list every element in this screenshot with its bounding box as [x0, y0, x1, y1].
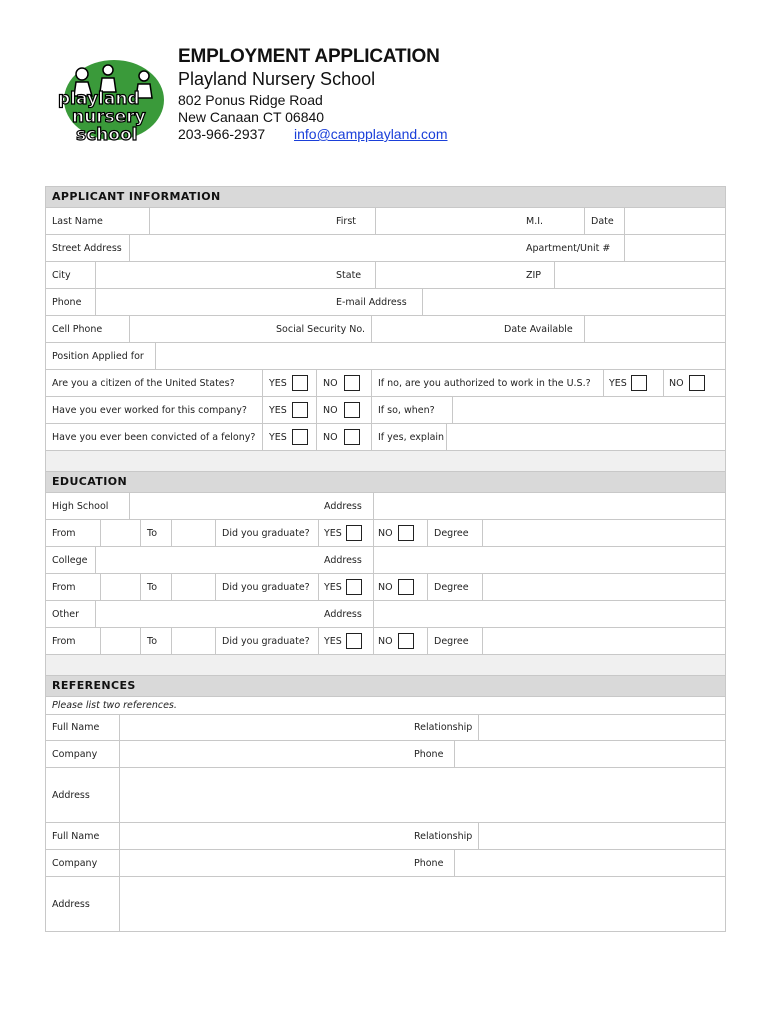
label-felony-question: Have you ever been convicted of a felony?: [52, 431, 256, 443]
label-college: College: [52, 554, 88, 566]
logo-text-school: school: [76, 125, 138, 145]
authorized-no-checkbox[interactable]: [689, 375, 705, 391]
college-field[interactable]: [95, 547, 318, 573]
references-note: Please list two references.: [52, 700, 177, 711]
section-title: REFERENCES: [52, 679, 136, 692]
row-reference-1-company: [46, 741, 725, 768]
high-school-address-field[interactable]: [373, 493, 725, 519]
city-field[interactable]: [95, 262, 332, 288]
divider: [262, 424, 263, 450]
address-line-1: 802 Ponus Ridge Road: [178, 92, 323, 108]
high-school-graduated-no-checkbox[interactable]: [398, 525, 414, 541]
label-did-you-graduate: Did you graduate?: [222, 527, 310, 539]
label-yes: YES: [269, 404, 287, 416]
divider: [373, 574, 374, 600]
divider: [371, 424, 372, 450]
label-zip: ZIP: [526, 269, 542, 281]
row-phone: [46, 289, 725, 316]
other-from-field[interactable]: [100, 628, 140, 654]
label-yes: YES: [269, 377, 287, 389]
row-college-dates: [46, 574, 725, 601]
label-relationship: Relationship: [414, 722, 473, 733]
reference-2-relationship-field[interactable]: [478, 823, 725, 849]
felony-no-checkbox[interactable]: [344, 429, 360, 445]
row-college: [46, 547, 725, 574]
section-applicant-information: [46, 187, 725, 208]
row-reference-2-address: [46, 877, 725, 932]
row-cell-phone: [46, 316, 725, 343]
other-graduated-no-checkbox[interactable]: [398, 633, 414, 649]
row-high-school-dates: [46, 520, 725, 547]
label-email-address: E-mail Address: [336, 296, 407, 308]
label-no: NO: [378, 581, 393, 593]
mi-field-divider: [584, 208, 585, 234]
reference-2-company-field[interactable]: [119, 850, 408, 876]
label-to: To: [147, 635, 158, 647]
citizen-yes-checkbox[interactable]: [292, 375, 308, 391]
worked-no-checkbox[interactable]: [344, 402, 360, 418]
label-ssn: Social Security No.: [276, 323, 365, 335]
row-citizen: [46, 370, 725, 397]
divider: [316, 397, 317, 423]
label-full-name: Full Name: [52, 830, 100, 842]
label-if-so-when: If so, when?: [378, 404, 435, 416]
high-school-to-field[interactable]: [171, 520, 215, 546]
college-graduated-no-checkbox[interactable]: [398, 579, 414, 595]
reference-1-address-field[interactable]: [119, 768, 725, 822]
high-school-from-field[interactable]: [100, 520, 140, 546]
label-yes: YES: [609, 377, 627, 389]
felony-explain-field[interactable]: [446, 424, 725, 450]
row-other: [46, 601, 725, 628]
label-city: City: [52, 269, 71, 281]
reference-1-name-field[interactable]: [119, 715, 408, 740]
divider: [371, 397, 372, 423]
worked-when-field[interactable]: [452, 397, 725, 423]
section-education: [46, 472, 725, 493]
label-full-name: Full Name: [52, 722, 100, 733]
label-address: Address: [52, 898, 90, 910]
logo-text-playland: playland: [58, 89, 140, 109]
label-no: NO: [378, 527, 393, 539]
last-name-field[interactable]: [149, 208, 332, 234]
reference-2-name-field[interactable]: [119, 823, 408, 849]
other-to-field[interactable]: [171, 628, 215, 654]
divider: [427, 628, 428, 654]
row-position: [46, 343, 725, 370]
college-degree-field[interactable]: [482, 574, 725, 600]
label-phone: Phone: [52, 296, 82, 308]
label-no: NO: [323, 377, 338, 389]
other-degree-field[interactable]: [482, 628, 725, 654]
position-applied-field[interactable]: [155, 343, 725, 369]
authorized-yes-checkbox[interactable]: [631, 375, 647, 391]
row-other-dates: [46, 628, 725, 655]
divider: [316, 370, 317, 396]
felony-yes-checkbox[interactable]: [292, 429, 308, 445]
divider: [215, 574, 216, 600]
divider: [318, 628, 319, 654]
reference-1-company-field[interactable]: [119, 741, 408, 767]
divider: [663, 370, 664, 396]
section-references: [46, 676, 725, 697]
high-school-field[interactable]: [129, 493, 318, 519]
label-mi: M.I.: [526, 215, 544, 227]
row-worked-here: [46, 397, 725, 424]
high-school-graduated-yes-checkbox[interactable]: [346, 525, 362, 541]
label-address: Address: [324, 554, 362, 566]
divider: [215, 520, 216, 546]
date-available-field[interactable]: [584, 316, 725, 342]
reference-1-relationship-field[interactable]: [478, 715, 725, 740]
label-to: To: [147, 581, 158, 593]
label-worked-question: Have you ever worked for this company?: [52, 404, 247, 416]
label-phone: Phone: [414, 748, 444, 760]
cell-phone-field[interactable]: [129, 316, 272, 342]
divider: [318, 574, 319, 600]
row-street: [46, 235, 725, 262]
label-degree: Degree: [434, 527, 469, 539]
label-first: First: [336, 215, 356, 227]
high-school-degree-field[interactable]: [482, 520, 725, 546]
divider: [140, 520, 141, 546]
row-felony: [46, 424, 725, 451]
label-if-yes-explain: If yes, explain: [378, 431, 445, 443]
label-address: Address: [52, 789, 90, 801]
label-from: From: [52, 527, 76, 539]
reference-2-phone-field[interactable]: [454, 850, 725, 876]
label-yes: YES: [324, 635, 342, 647]
label-phone: Phone: [414, 857, 444, 869]
other-school-address-field[interactable]: [373, 601, 725, 627]
school-email-link[interactable]: info@campplayland.com: [294, 126, 448, 142]
label-apartment-unit: Apartment/Unit #: [526, 242, 611, 254]
divider: [603, 370, 604, 396]
school-logo: [52, 56, 168, 146]
reference-2-address-field[interactable]: [119, 877, 725, 931]
row-reference-1-name: [46, 714, 725, 741]
other-graduated-yes-checkbox[interactable]: [346, 633, 362, 649]
label-yes: YES: [324, 527, 342, 539]
row-high-school: [46, 493, 725, 520]
citizen-no-checkbox[interactable]: [344, 375, 360, 391]
label-address: Address: [324, 500, 362, 512]
other-school-field[interactable]: [95, 601, 318, 627]
label-degree: Degree: [434, 635, 469, 647]
row-reference-2-company: [46, 850, 725, 877]
divider: [140, 628, 141, 654]
divider: [262, 370, 263, 396]
state-field[interactable]: [375, 262, 520, 288]
label-to: To: [147, 527, 158, 539]
label-no: NO: [669, 377, 684, 389]
divider: [318, 520, 319, 546]
label-street-address: Street Address: [52, 242, 122, 254]
divider: [427, 520, 428, 546]
label-other: Other: [52, 608, 79, 620]
label-from: From: [52, 581, 76, 593]
label-did-you-graduate: Did you graduate?: [222, 635, 310, 647]
ssn-field[interactable]: [371, 316, 498, 342]
worked-yes-checkbox[interactable]: [292, 402, 308, 418]
label-citizen-question: Are you a citizen of the United States?: [52, 377, 235, 389]
divider: [262, 397, 263, 423]
school-name: Playland Nursery School: [178, 69, 376, 89]
divider: [215, 628, 216, 654]
school-phone: 203-966-2937: [178, 126, 266, 142]
label-last-name: Last Name: [52, 215, 103, 227]
application-form: [45, 186, 726, 932]
label-position-applied: Position Applied for: [52, 350, 144, 362]
date-field[interactable]: [624, 208, 725, 234]
row-reference-2-name: [46, 823, 725, 850]
section-title: EDUCATION: [52, 475, 128, 488]
label-date-available: Date Available: [504, 323, 573, 335]
address-line-2: New Canaan CT 06840: [178, 109, 325, 125]
first-name-field[interactable]: [375, 208, 520, 234]
spacer-row: [46, 451, 725, 472]
divider: [371, 370, 372, 396]
row-city: [46, 262, 725, 289]
label-date: Date: [591, 215, 614, 227]
zip-field[interactable]: [554, 262, 725, 288]
divider: [373, 628, 374, 654]
label-company: Company: [52, 748, 98, 760]
phone-field[interactable]: [95, 289, 332, 315]
reference-1-phone-field[interactable]: [454, 741, 725, 767]
label-cell-phone: Cell Phone: [52, 323, 103, 335]
label-company: Company: [52, 857, 98, 869]
apartment-unit-field[interactable]: [624, 235, 725, 261]
label-no: NO: [323, 404, 338, 416]
college-address-field[interactable]: [373, 547, 725, 573]
divider: [427, 574, 428, 600]
row-name: [46, 208, 725, 235]
college-from-field[interactable]: [100, 574, 140, 600]
divider: [316, 424, 317, 450]
label-relationship: Relationship: [414, 830, 473, 842]
logo-text-nursery: nursery: [72, 107, 146, 127]
spacer-row: [46, 655, 725, 676]
label-did-you-graduate: Did you graduate?: [222, 581, 310, 593]
email-address-field[interactable]: [422, 289, 725, 315]
label-authorized-question: If no, are you authorized to work in the U.S.?: [378, 377, 591, 389]
college-graduated-yes-checkbox[interactable]: [346, 579, 362, 595]
label-yes: YES: [324, 581, 342, 593]
label-no: NO: [323, 431, 338, 443]
divider: [373, 520, 374, 546]
label-yes: YES: [269, 431, 287, 443]
form-title: EMPLOYMENT APPLICATION: [178, 46, 440, 67]
street-address-field[interactable]: [129, 235, 520, 261]
label-from: From: [52, 635, 76, 647]
label-no: NO: [378, 635, 393, 647]
section-title: APPLICANT INFORMATION: [52, 190, 221, 203]
label-address: Address: [324, 608, 362, 620]
row-references-note: [46, 697, 725, 714]
divider: [140, 574, 141, 600]
row-reference-1-address: [46, 768, 725, 823]
college-to-field[interactable]: [171, 574, 215, 600]
label-high-school: High School: [52, 500, 109, 512]
label-degree: Degree: [434, 581, 469, 593]
label-state: State: [336, 269, 362, 281]
